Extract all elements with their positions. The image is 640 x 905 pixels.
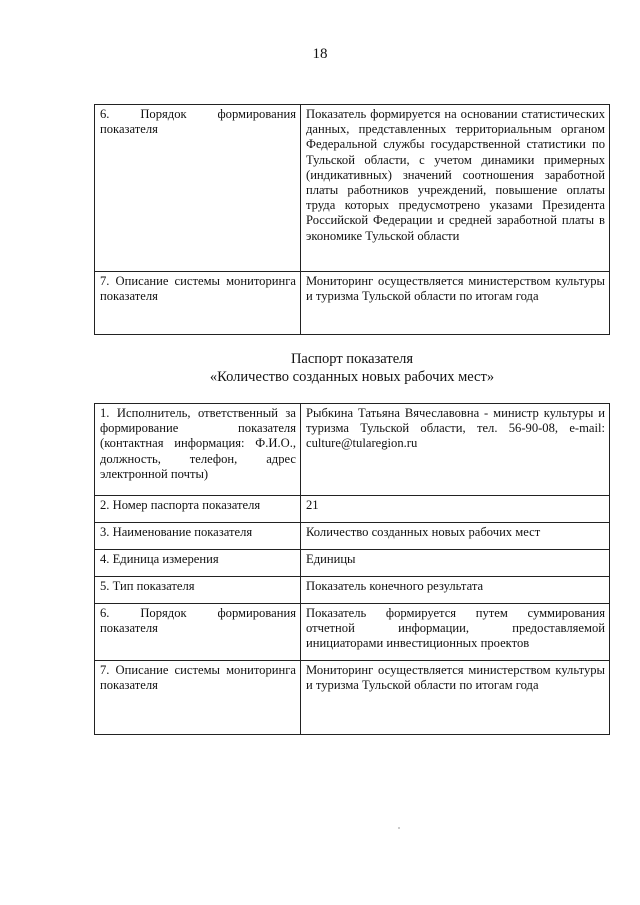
row-value-monitoring: Мониторинг осуществляется министерством культуры и туризма Тульской области по итогам года xyxy=(301,272,610,335)
table-row xyxy=(95,496,610,523)
row-value-indicator-type: Показатель конечного результата xyxy=(301,577,610,604)
table-row xyxy=(95,523,610,550)
row-value-passport-number: 21 xyxy=(301,496,610,523)
row-value-unit: Единицы xyxy=(301,550,610,577)
row-value-monitoring: Мониторинг осуществляется министерством культуры и туризма Тульской области по итогам года xyxy=(301,661,610,735)
row-value-executor: Рыбкина Татьяна Вячеславовна - министр культуры и туризма Тульской области, тел. 56-90-08, e-mail: culture@tularegion.ru xyxy=(301,404,610,496)
row-label-formation-order: 6. Порядок формирования показателя xyxy=(95,105,301,272)
row-label-monitoring: 7. Описание системы мониторинга показателя xyxy=(95,661,301,735)
row-value-indicator-name: Количество созданных новых рабочих мест xyxy=(301,523,610,550)
table-row xyxy=(95,577,610,604)
row-label-passport-number: 2. Номер паспорта показателя xyxy=(95,496,301,523)
table-row xyxy=(95,550,610,577)
passport-subtitle: «Количество созданных новых рабочих мест» xyxy=(209,369,495,385)
passport-title: Паспорт показателя xyxy=(290,351,414,367)
row-label-indicator-type: 5. Тип показателя xyxy=(95,577,301,604)
passport-table xyxy=(94,403,610,735)
table-row xyxy=(95,604,610,661)
passport-heading xyxy=(94,350,610,386)
table-row xyxy=(95,272,610,335)
table-row xyxy=(95,661,610,735)
row-label-unit: 4. Единица измерения xyxy=(95,550,301,577)
page-number: 18 xyxy=(312,46,328,62)
row-label-monitoring: 7. Описание системы мониторинга показателя xyxy=(95,272,301,335)
scan-speck xyxy=(398,827,400,829)
row-label-executor: 1. Исполнитель, ответственный за формирование показателя (контактная информация: Ф.И.О., должность, телефон, адрес электронной почты) xyxy=(95,404,301,496)
row-label-formation-order: 6. Порядок формирования показателя xyxy=(95,604,301,661)
row-label-indicator-name: 3. Наименование показателя xyxy=(95,523,301,550)
row-value-formation-order: Показатель формируется путем суммирования отчетной информации, предоставляемой инициаторами инвестиционных проектов xyxy=(301,604,610,661)
indicator-table-continued xyxy=(94,104,610,335)
table-row xyxy=(95,404,610,496)
table-row xyxy=(95,105,610,272)
row-value-formation-order: Показатель формируется на основании статистических данных, представленных территориальным органом Федеральной службы государственной статистики по Тульской области, с учетом динамики примерных (индикативных) значений соотношения заработной платы работников учреждений, повышение оплаты труда которых предусмотрено указами Президента Российской Федерации и средней заработной платы в экономике Тульской области xyxy=(301,105,610,272)
